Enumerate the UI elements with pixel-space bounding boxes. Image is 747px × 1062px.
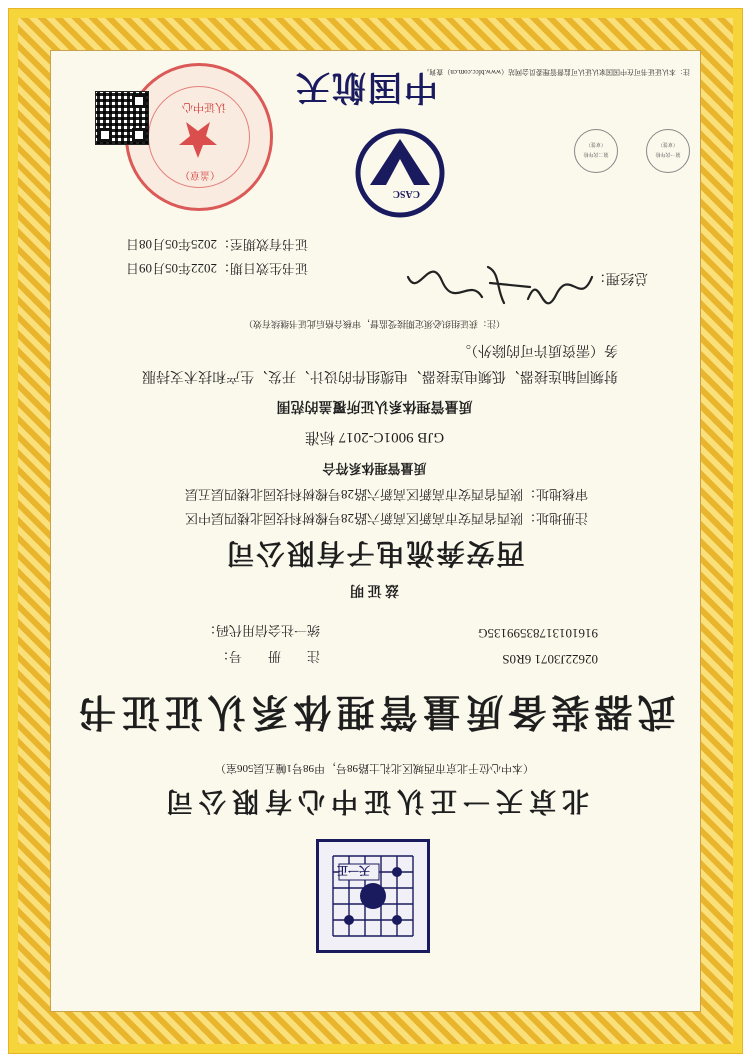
tianyizheng-logo — [316, 839, 430, 953]
validity-note: （注：获证组织必须定期接受监督，审核合格后此证书继续有效） — [244, 319, 506, 329]
holder-name: 西安奔流电子有限公司 — [224, 537, 525, 568]
certificate-title: 武器装备质量管理体系认证证书 — [73, 690, 676, 732]
stamp-star-icon — [178, 120, 218, 160]
general-manager-label: 总经理： — [592, 270, 648, 285]
logo-text: 天一正 — [337, 864, 370, 876]
annual-review-seal-2: 第二次年检 （章签） — [574, 129, 618, 173]
casc-name: 中国航天 — [294, 68, 438, 105]
go-board-icon — [319, 842, 427, 950]
signature-icon — [400, 257, 600, 317]
casc-logo-icon — [352, 125, 448, 221]
registered-address: 注册地址：陕西省西安市高新区高新六路28号橡树科技园北楼四层中区 — [184, 511, 588, 526]
expiry-date: 证书有效期至：2025年05月08日 — [125, 237, 308, 252]
verification-qr-code — [95, 91, 149, 145]
stamp-center-text: 认证中心 — [182, 101, 226, 113]
scope-line-2: 务（需资质许可的除外）。 — [457, 342, 618, 357]
conformity-heading: 质量管理体系符合 — [322, 461, 427, 476]
qr-finder — [132, 94, 146, 108]
issuer-address: （本中心位于北京市西城区北礼士路98号，甲98号1幢五层506室） — [215, 762, 534, 774]
audit-address: 审核地址：陕西省西安市高新区高新六路28号橡树科技园北楼四层五层 — [184, 487, 588, 502]
declaration: 兹 证 明 — [350, 582, 399, 597]
qr-finder — [98, 128, 112, 142]
qr-finder — [132, 128, 146, 142]
credit-code-label: 统一社会信用代码： — [202, 623, 320, 638]
issuer-name: 北京天一正认证中心有限公司 — [160, 786, 589, 816]
effective-date: 证书生效日期：2022年05月09日 — [125, 261, 308, 276]
certificate-paper — [50, 50, 701, 1012]
casc-label: CASC — [392, 188, 420, 199]
verification-note: 注：本认证证书可在中国国家认证认可监督管理委员会网站（www.bfcc.com.cn）查询。 — [422, 68, 690, 76]
annual-review-seal-1: 第一次年检 （章签） — [646, 129, 690, 173]
registration-number: 02622J3071 6R0S — [502, 652, 598, 667]
stamp-sub-text: （盖章） — [180, 169, 220, 180]
scope-line-1: 射频同轴连接器、低频电连接器、电缆组件的设计、开发、生产和技术支持服 — [142, 368, 618, 383]
standard: GJB 9001C-2017 标准 — [304, 429, 445, 445]
registration-label: 注 册 号： — [215, 649, 320, 664]
credit-code: 91610131783599135G — [478, 626, 598, 641]
scope-heading: 质量管理体系认证所覆盖的范围 — [276, 398, 473, 413]
